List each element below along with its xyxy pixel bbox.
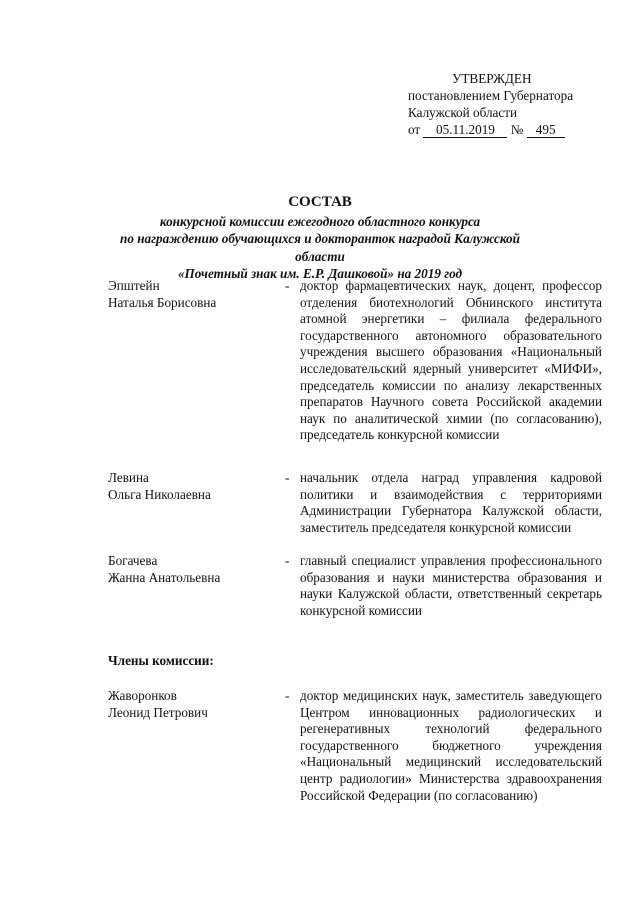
approval-number: 495 xyxy=(527,122,565,138)
member-description: главный специалист управления профессионального образования и науки министерства образования и науки Калужской области, ответственный секретарь конкурсной комиссии xyxy=(300,553,602,618)
member-dash: - xyxy=(285,278,290,293)
member-given-name: Леонид Петрович xyxy=(108,704,208,720)
member-given-name: Наталья Борисовна xyxy=(108,294,217,310)
member-dash: - xyxy=(285,470,290,485)
approval-stamp xyxy=(408,70,608,138)
member-description: доктор фармацевтических наук, доцент, профессор отделения биотехнологий Обнинского института атомной энергетики – филиала федерального государственного автономного образовательного учреждения высшего образования «Национальный исследовательский ядерный университет «МИФИ», председатель комиссии по анализу лекарственных препаратов Научного совета Российской академии наук по аналитической химии (по согласованию), председатель конкурсной комиссии xyxy=(300,278,602,443)
approval-number-sign: № xyxy=(510,122,524,137)
heading-line-3: «Почетный знак им. Е.Р. Дашковой» на 2019 год xyxy=(177,266,463,281)
approval-date: 05.11.2019 xyxy=(423,122,507,138)
section-title: Члены комиссии: xyxy=(108,653,214,668)
member-surname: Эпштейн xyxy=(108,278,160,293)
member-description: начальник отдела наград управления кадровой политики и взаимодействия с территориями Администрации Губернатора Калужской области, заместитель председателя конкурсной комиссии xyxy=(300,470,602,535)
member-name xyxy=(108,470,278,503)
member-name xyxy=(108,553,278,586)
member-given-name: Жанна Анатольевна xyxy=(108,569,221,585)
approval-line-1: постановлением Губернатора xyxy=(408,88,574,103)
member-given-name: Ольга Николаевна xyxy=(108,486,211,502)
approval-date-line xyxy=(408,121,608,138)
member-description: доктор медицинских наук, заместитель заведующего Центром инновационных радиологических и регенеративных технологий федерального государственного бюджетного учреждения «Национальный медицинский исследовательский центр радиологии» Министерства здравоохранения Российской Федерации (по согласованию) xyxy=(300,688,602,803)
member-surname: Богачева xyxy=(108,553,158,568)
member-dash: - xyxy=(285,688,290,703)
member-dash: - xyxy=(285,553,290,568)
member-surname: Жаворонков xyxy=(108,688,177,703)
approval-line-2: Калужской области xyxy=(408,105,518,120)
member-name xyxy=(108,278,278,311)
member-surname: Левина xyxy=(108,470,149,485)
approval-date-prefix: от xyxy=(408,122,421,137)
heading-line-2: по награждению обучающихся и докторанток наградой Калужской области xyxy=(120,231,520,264)
heading-line-1: конкурсной комиссии ежегодного областного конкурса xyxy=(159,213,481,229)
document-title: СОСТАВ xyxy=(288,194,352,210)
approval-title: УТВЕРЖДЕН xyxy=(452,71,532,86)
document-heading xyxy=(100,194,540,283)
member-name xyxy=(108,688,278,721)
